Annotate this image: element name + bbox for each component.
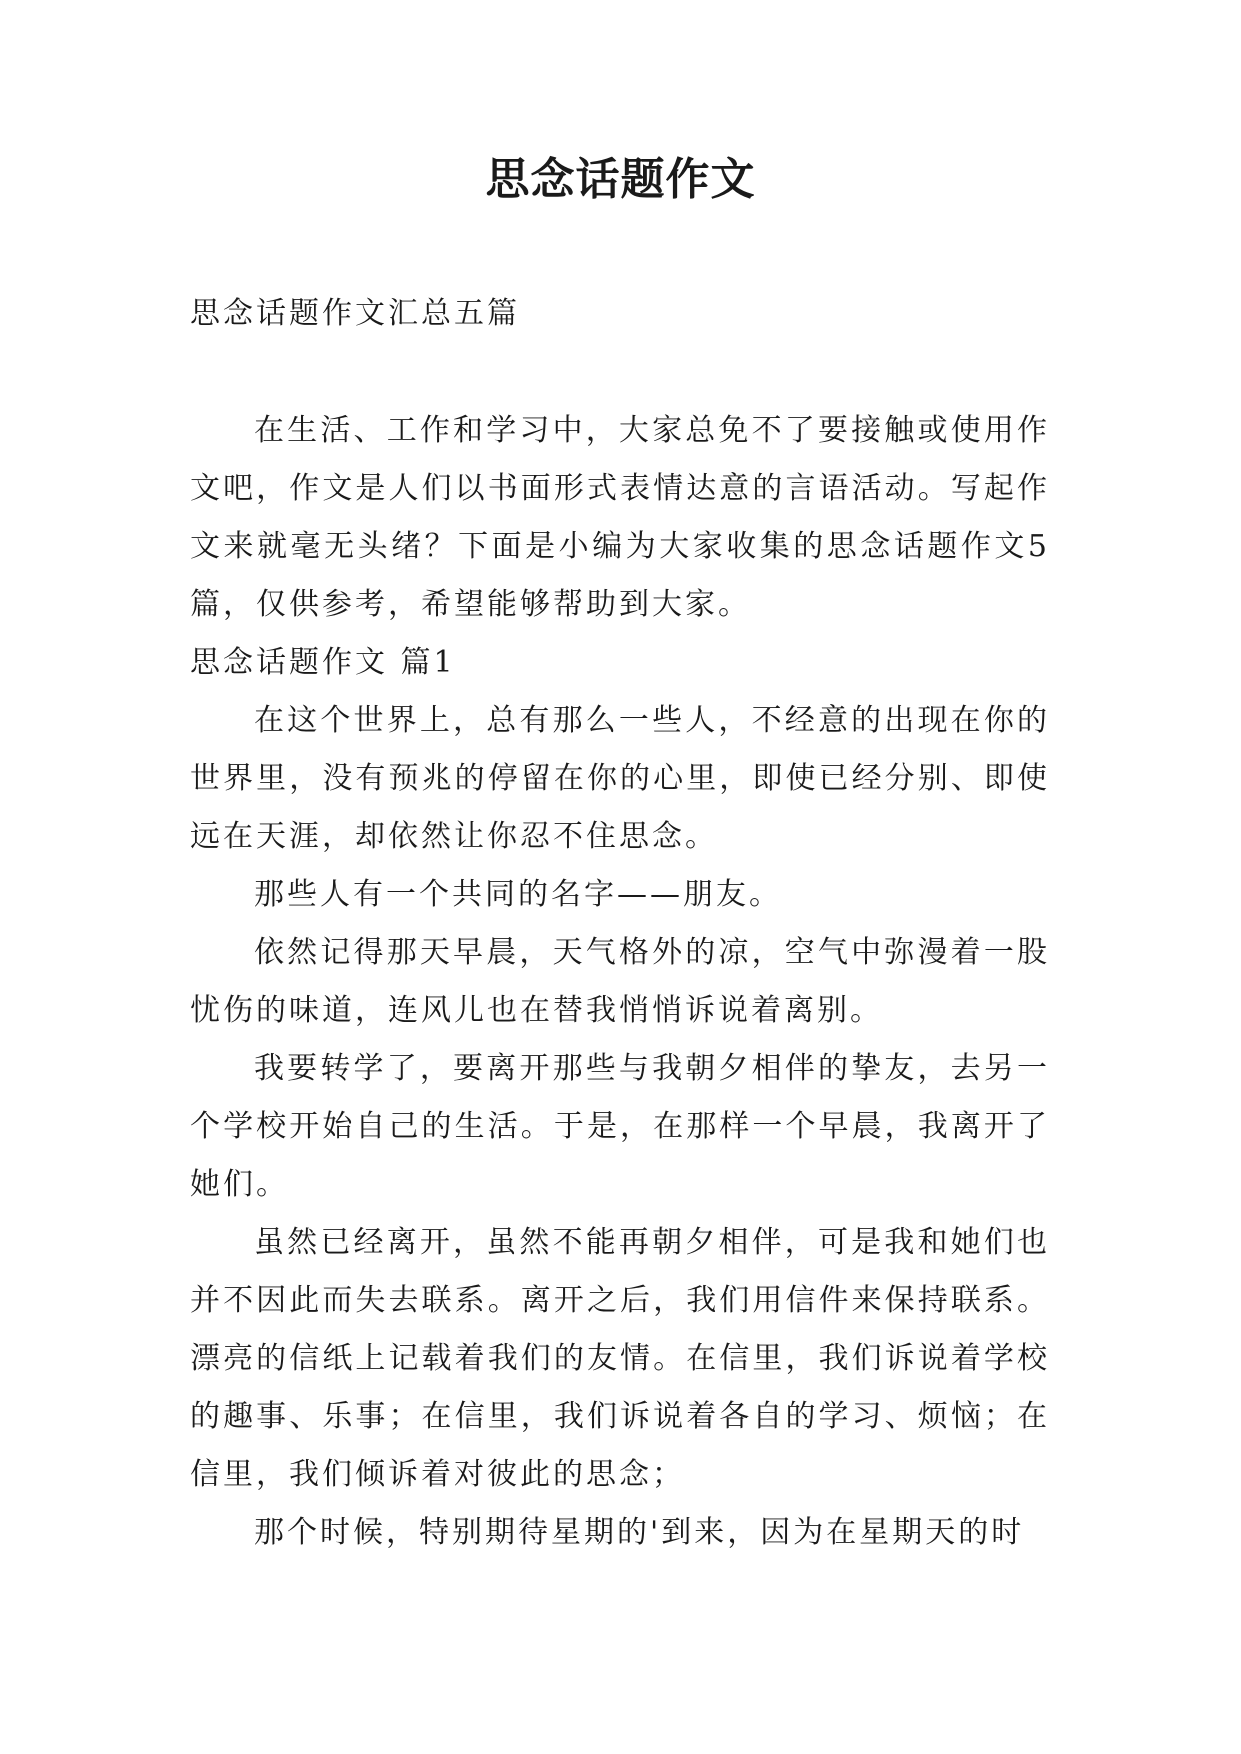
body-paragraph: 依然记得那天早晨，天气格外的凉，空气中弥漫着一股忧伤的味道，连风儿也在替我悄悄诉说着离别。 xyxy=(190,935,1050,1028)
body-paragraph: 那些人有一个共同的名字——朋友。 xyxy=(254,877,782,912)
document-subtitle: 思念话题作文汇总五篇 xyxy=(190,296,520,331)
body-paragraph: 虽然已经离开，虽然不能再朝夕相伴，可是我和她们也并不因此而失去联系。离开之后，我们用信件来保持联系。漂亮的信纸上记载着我们的友情。在信里，我们诉说着学校的趣事、乐事；在信里，我们诉说着各自的学习、烦恼；在信里，我们倾诉着对彼此的思念； xyxy=(190,1225,1050,1492)
essay-heading: 思念话题作文 篇1 xyxy=(190,645,456,680)
body-paragraph: 那个时候，特别期待星期的'到来，因为在星期天的时 xyxy=(254,1515,1025,1550)
intro-paragraph: 在生活、工作和学习中，大家总免不了要接触或使用作文吧，作文是人们以书面形式表情达意的言语活动。写起作文来就毫无头绪？下面是小编为大家收集的思念话题作文5篇，仅供参考，希望能够帮助到大家。 xyxy=(190,413,1050,622)
document-title: 思念话题作文 xyxy=(485,154,756,205)
document-body xyxy=(190,402,1050,1562)
body-paragraph: 在这个世界上，总有那么一些人，不经意的出现在你的世界里，没有预兆的停留在你的心里，即使已经分别、即使远在天涯，却依然让你忍不住思念。 xyxy=(190,703,1050,854)
body-paragraph: 我要转学了，要离开那些与我朝夕相伴的挚友，去另一个学校开始自己的生活。于是，在那样一个早晨，我离开了她们。 xyxy=(190,1051,1050,1202)
